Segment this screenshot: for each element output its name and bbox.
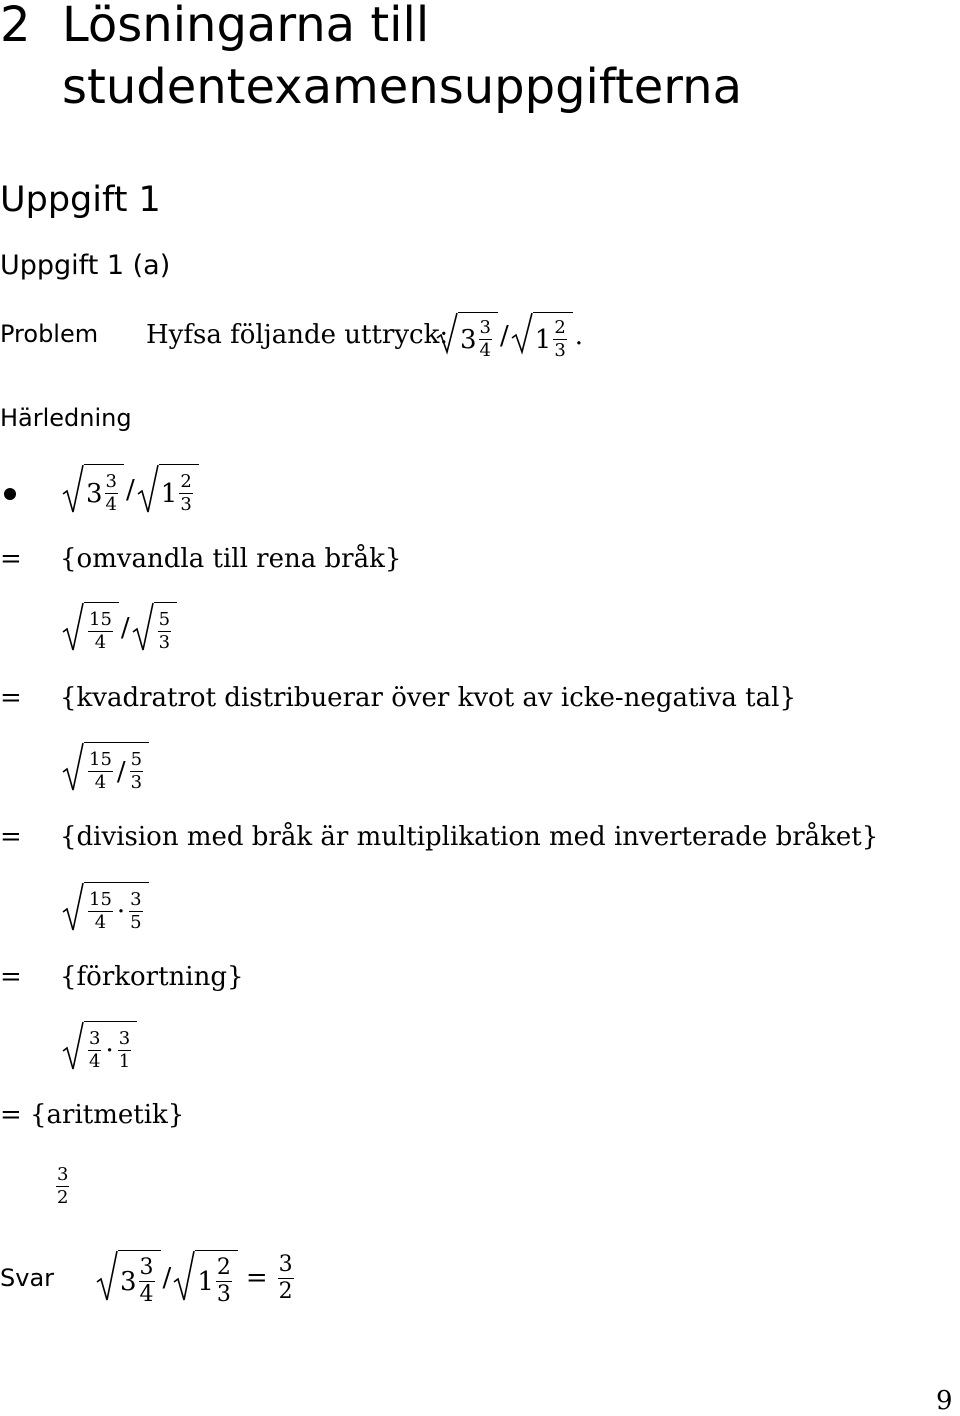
step-4-expression: $\frac{3}{4}$ · $\frac{3}{1}$ bbox=[62, 1021, 137, 1073]
problem-label: Problem bbox=[0, 320, 99, 348]
chapter-title-line2: studentexamensuppgifterna bbox=[62, 59, 743, 115]
step-3-comment: {division med bråk är multiplikation med inverterade bråket} bbox=[60, 822, 879, 852]
step-4-comment: {förkortning} bbox=[60, 962, 244, 992]
step-5-comment: {aritmetik} bbox=[30, 1100, 185, 1130]
step-2-expression: $\frac{15}{4}$ / $\frac{5}{3}$ bbox=[62, 742, 149, 794]
problem-expression: 3 $\frac{3}{4}$ / 1 $\frac{2}{3}$ . bbox=[436, 312, 585, 360]
answer-expression: 3 $\frac{3}{4}$ / 1 $\frac{2}{3}$ = $\frac{3}{2}$ bbox=[96, 1250, 296, 1306]
derivation-label: Härledning bbox=[0, 404, 132, 432]
step-2-comment: {kvadratrot distribuerar över kvot av icke-negativa tal} bbox=[60, 683, 796, 713]
subsection-heading: Uppgift 1 (a) bbox=[0, 250, 171, 281]
step-3-equals: = bbox=[0, 822, 22, 852]
problem-text: Hyfsa följande uttryck: bbox=[146, 320, 449, 350]
chapter-number: 2 bbox=[0, 0, 31, 53]
section-heading: Uppgift 1 bbox=[0, 180, 161, 220]
step-5-equals: = bbox=[0, 1100, 22, 1130]
page-number: 9 bbox=[936, 1386, 953, 1416]
step-1-expression: $\frac{15}{4}$ / $\frac{5}{3}$ bbox=[62, 602, 177, 654]
step-4-equals: = bbox=[0, 962, 22, 992]
sqrt-mixed-3-3-4: 3 $\frac{3}{4}$ bbox=[436, 312, 498, 360]
answer-label: Svar bbox=[0, 1264, 55, 1292]
derivation-start-expression: 3 $\frac{3}{4}$ / 1 $\frac{2}{3}$ bbox=[62, 464, 199, 516]
bullet-dot bbox=[4, 488, 16, 500]
chapter-title-line1: Lösningarna till bbox=[62, 0, 430, 53]
step-2-equals: = bbox=[0, 683, 22, 713]
step-1-equals: = bbox=[0, 544, 22, 574]
sqrt-mixed-1-2-3: 1 $\frac{2}{3}$ bbox=[511, 312, 573, 360]
step-3-expression: $\frac{15}{4}$ · $\frac{3}{5}$ bbox=[62, 882, 149, 934]
step-5-expression: $\frac{3}{2}$ bbox=[57, 1164, 69, 1208]
step-1-comment: {omvandla till rena bråk} bbox=[60, 544, 402, 574]
